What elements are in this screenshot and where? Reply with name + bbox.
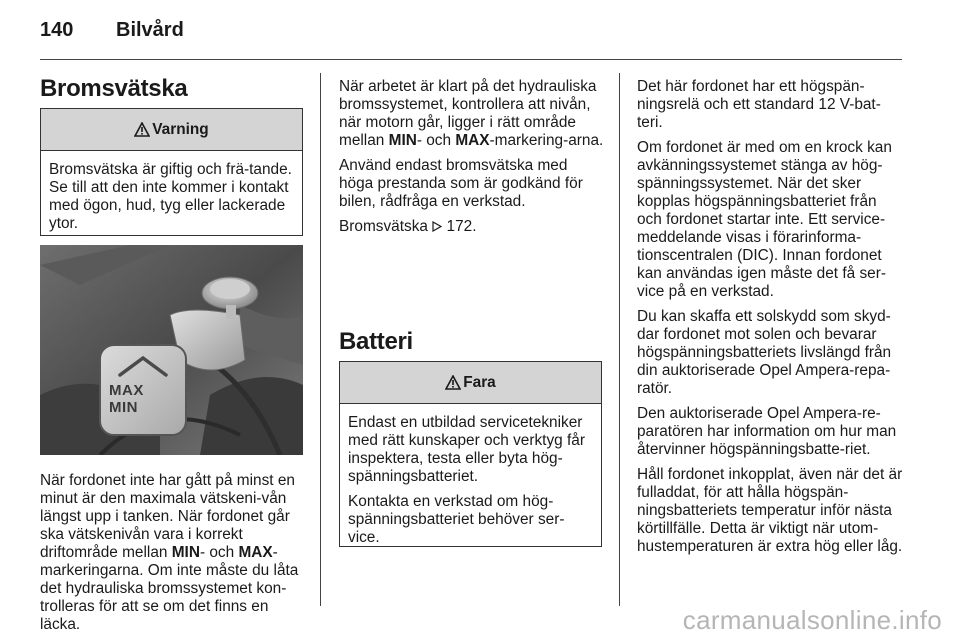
brake-fluid-reference[interactable]: Bromsvätska 172. xyxy=(339,218,477,235)
danger-triangle-icon xyxy=(445,375,461,390)
battery-paragraph-4: Den auktoriserade Opel Ampera-re-paratören har information om hur man återvinner högspänningsbatte-riet. xyxy=(637,405,897,458)
battery-paragraphs xyxy=(637,78,903,556)
brake-fluid-reservoir-image xyxy=(40,245,303,455)
max-label: MAX xyxy=(109,382,144,399)
warning-label: Varning xyxy=(152,120,209,138)
battery-paragraph-3: Du kan skaffa ett solskydd som skyd-dar fordonet mot solen och bevarar högspänningsbatteriets livslängd från din auktoriserade Opel Ampera-repa-ratör. xyxy=(637,308,892,397)
brake-fluid-paragraph-2: När arbetet är klart på det hydrauliska bromssystemet, kontrollera att nivån, när motorn går, ligger i rätt område mellan MIN- och MAX-markering-arna. xyxy=(339,78,604,149)
danger-text-1: Endast en utbildad servicetekniker med rätt kunskaper och verktyg får inspektera, testa eller byta hög-spänningsbatteriet. xyxy=(348,414,585,485)
danger-box xyxy=(339,361,602,547)
watermark: carmanualsonline.info xyxy=(682,605,942,635)
column-divider-2 xyxy=(619,73,620,606)
brake-fluid-paragraph-3: Använd endast bromsvätska med höga prestanda som är godkänd för bilen, rådfråga en verkstad. xyxy=(339,157,583,210)
warning-triangle-icon xyxy=(134,122,150,137)
battery-paragraph-5: Håll fordonet inkopplat, även när det är fulladdat, för att hålla högspän-ningsbatteriets temperatur inför nästa körtillfälle. Detta är viktigt när utom-hustemperaturen är extra hög eller låg. xyxy=(637,466,903,555)
battery-paragraph-1: Det här fordonet har ett högspän-ningsrelä och ett standard 12 V-bat-teri. xyxy=(637,78,881,131)
brake-fluid-paragraphs xyxy=(339,78,604,236)
max-marking: MAX xyxy=(238,544,273,561)
danger-header xyxy=(340,362,601,404)
brake-fluid-heading: Bromsvätska xyxy=(40,75,188,102)
page-number: 140 xyxy=(40,19,74,41)
warning-box xyxy=(40,108,303,236)
danger-text-2: Kontakta en verkstad om hög-spänningsbatteriet behöver ser-vice. xyxy=(348,493,565,546)
min-marking: MIN xyxy=(171,544,200,561)
warning-header xyxy=(41,109,302,151)
danger-label: Fara xyxy=(463,373,496,391)
warning-text: Bromsvätska är giftig och frä-tande. Se till att den inte kommer i kontakt med ögon, hud, tyg eller lackerade ytor. xyxy=(49,161,292,232)
page-reference-arrow-icon xyxy=(432,221,442,232)
brake-fluid-paragraph-1: När fordonet inte har gått på minst en minut är den maximala vätskeni-vån längst upp i tanken. När fordonet går ska vätskenivån vara i korrekt driftområde mellan MIN- och MAX-markeringarna. Om inte måste du låta det hydrauliska bromssystemet kon-trolleras för att se om det finns en läcka. xyxy=(40,472,299,633)
min-label: MIN xyxy=(109,399,138,416)
header-divider xyxy=(40,59,902,60)
battery-heading: Batteri xyxy=(339,328,413,355)
column-divider-1 xyxy=(320,73,321,606)
section-title: Bilvård xyxy=(116,19,184,41)
battery-paragraph-2: Om fordonet är med om en krock kan avkänningssystemet stänga av hög-spänningssystemet. När det sker kopplas högspänningsbatteriet från och fordonet startar inte. Ett service-meddelande visas i förarinforma-tionscentralen (DIC). Innan fordonet kan användas igen måste det få ser-vice på en verkstad. xyxy=(637,139,892,300)
